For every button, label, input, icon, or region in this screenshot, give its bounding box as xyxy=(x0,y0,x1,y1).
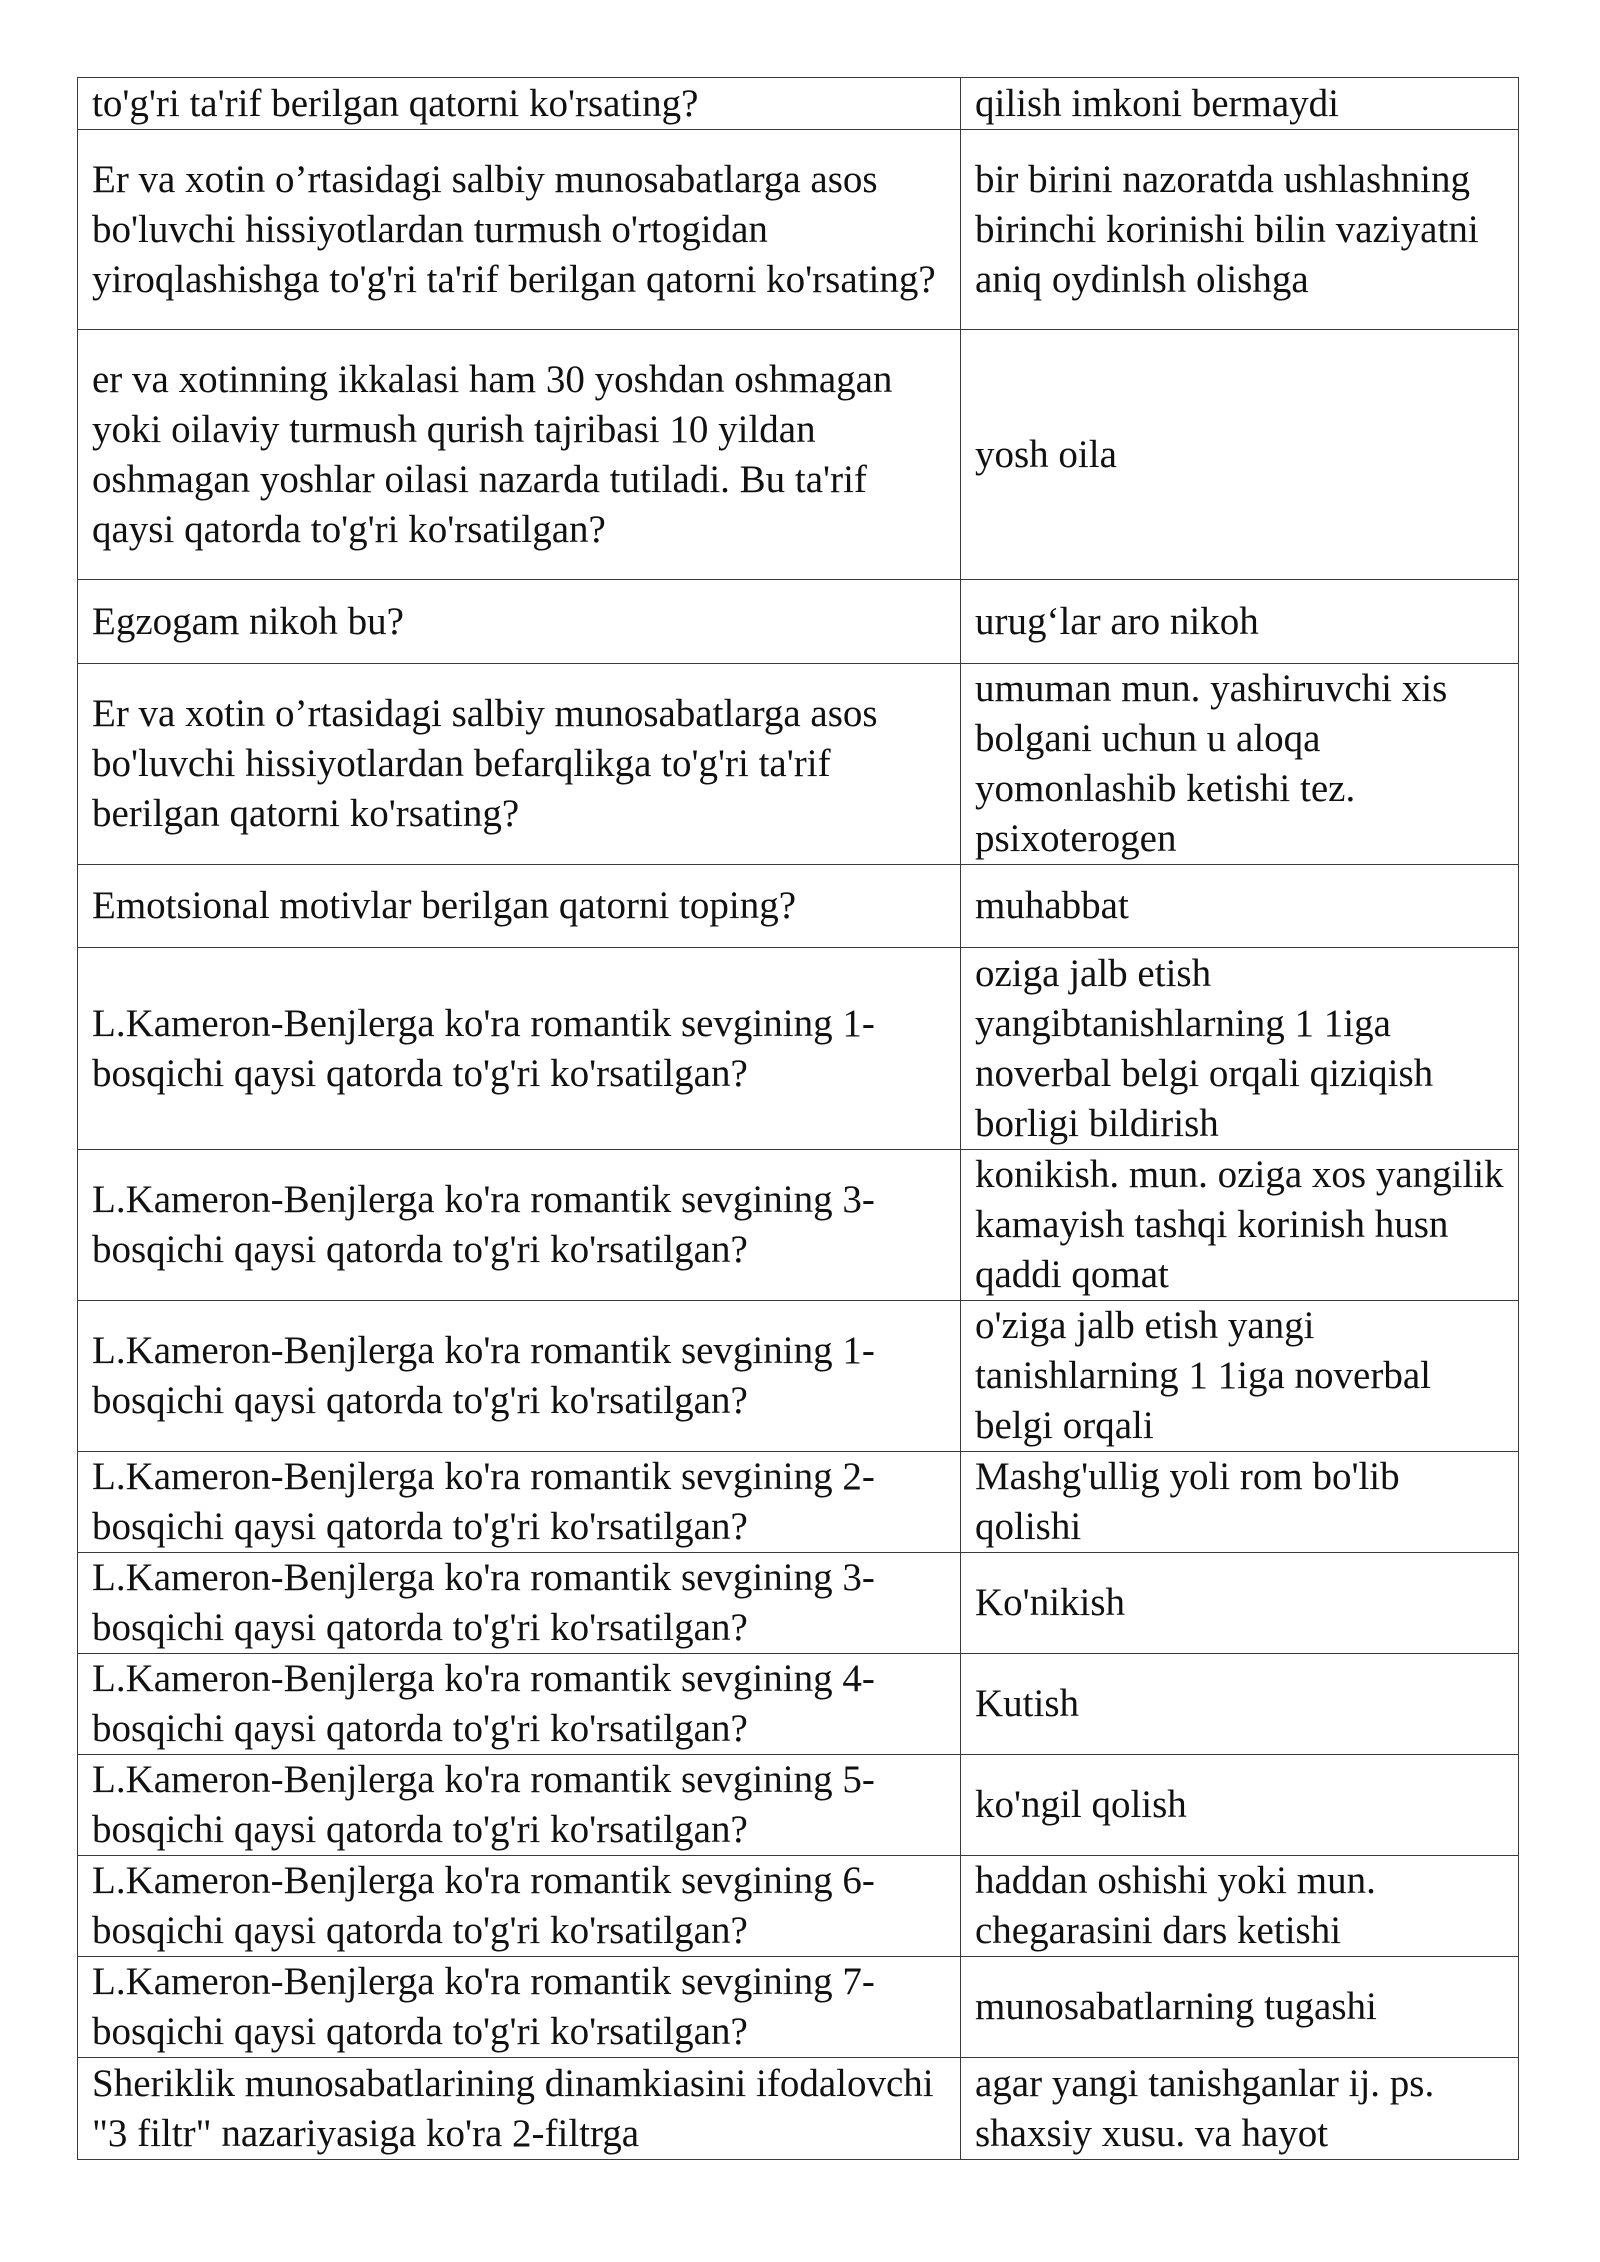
question-cell: L.Kameron-Benjlerga ko'ra romantik sevgining 2-bosqichi qaysi qatorda to'g'ri ko'rsatilgan? xyxy=(78,1452,961,1553)
question-cell: Er va xotin o’rtasidagi salbiy munosabatlarga asos bo'luvchi hissiyotlardan befarqlikga to'g'ri ta'rif berilgan qatorni ko'rsating? xyxy=(78,664,961,865)
answer-cell: Mashg'ullig yoli rom bo'lib qolishi xyxy=(961,1452,1519,1553)
answer-cell: urug‘lar aro nikoh xyxy=(961,580,1519,664)
question-cell: Emotsional motivlar berilgan qatorni toping? xyxy=(78,865,961,948)
question-cell: Egzogam nikoh bu? xyxy=(78,580,961,664)
table-row xyxy=(78,1957,1519,2058)
answer-cell: konikish. mun. oziga xos yangilik kamayish tashqi korinish husn qaddi qomat xyxy=(961,1150,1519,1301)
answer-cell: Kutish xyxy=(961,1654,1519,1755)
answer-cell: yosh oila xyxy=(961,330,1519,580)
answer-cell: haddan oshishi yoki mun. chegarasini dars ketishi xyxy=(961,1856,1519,1957)
table-row xyxy=(78,130,1519,330)
question-cell: L.Kameron-Benjlerga ko'ra romantik sevgining 7-bosqichi qaysi qatorda to'g'ri ko'rsatilgan? xyxy=(78,1957,961,2058)
table-row xyxy=(78,1452,1519,1553)
table-row xyxy=(78,78,1519,130)
table-row xyxy=(78,865,1519,948)
answer-cell: umuman mun. yashiruvchi xis bolgani uchun u aloqa yomonlashib ketishi tez. psixoterogen xyxy=(961,664,1519,865)
table-row xyxy=(78,1150,1519,1301)
answer-cell: ko'ngil qolish xyxy=(961,1755,1519,1856)
question-cell: Sheriklik munosabatlarining dinamkiasini ifodalovchi "3 filtr" nazariyasiga ko'ra 2-filtrga xyxy=(78,2058,961,2160)
answer-cell: bir birini nazoratda ushlashning birinchi korinishi bilin vaziyatni aniq oydinlsh olishga xyxy=(961,130,1519,330)
table-row xyxy=(78,948,1519,1150)
table-row xyxy=(78,1553,1519,1654)
table-row xyxy=(78,2058,1519,2160)
table-row xyxy=(78,580,1519,664)
qa-table xyxy=(77,77,1519,2160)
answer-cell: qilish imkoni bermaydi xyxy=(961,78,1519,130)
question-cell: L.Kameron-Benjlerga ko'ra romantik sevgining 4-bosqichi qaysi qatorda to'g'ri ko'rsatilgan? xyxy=(78,1654,961,1755)
table-row xyxy=(78,330,1519,580)
answer-cell: agar yangi tanishganlar ij. ps. shaxsiy xusu. va hayot xyxy=(961,2058,1519,2160)
qa-table-body xyxy=(78,78,1519,2160)
table-row xyxy=(78,664,1519,865)
table-row xyxy=(78,1755,1519,1856)
question-cell: L.Kameron-Benjlerga ko'ra romantik sevgining 3-bosqichi qaysi qatorda to'g'ri ko'rsatilgan? xyxy=(78,1553,961,1654)
answer-cell: muhabbat xyxy=(961,865,1519,948)
answer-cell: oziga jalb etish yangibtanishlarning 1 1iga noverbal belgi orqali qiziqish borligi bildirish xyxy=(961,948,1519,1150)
question-cell: L.Kameron-Benjlerga ko'ra romantik sevgining 1-bosqichi qaysi qatorda to'g'ri ko'rsatilgan? xyxy=(78,948,961,1150)
answer-cell: munosabatlarning tugashi xyxy=(961,1957,1519,2058)
table-row xyxy=(78,1301,1519,1452)
table-row xyxy=(78,1856,1519,1957)
question-cell: Er va xotin o’rtasidagi salbiy munosabatlarga asos bo'luvchi hissiyotlardan turmush o'rtogidan yiroqlashishga to'g'ri ta'rif berilgan qatorni ko'rsating? xyxy=(78,130,961,330)
question-cell: L.Kameron-Benjlerga ko'ra romantik sevgining 6-bosqichi qaysi qatorda to'g'ri ko'rsatilgan? xyxy=(78,1856,961,1957)
question-cell: L.Kameron-Benjlerga ko'ra romantik sevgining 5-bosqichi qaysi qatorda to'g'ri ko'rsatilgan? xyxy=(78,1755,961,1856)
answer-cell: Ko'nikish xyxy=(961,1553,1519,1654)
question-cell: er va xotinning ikkalasi ham 30 yoshdan oshmagan yoki oilaviy turmush qurish tajribasi 10 yildan oshmagan yoshlar oilasi nazarda tutiladi. Bu ta'rif qaysi qatorda to'g'ri ko'rsatilgan? xyxy=(78,330,961,580)
answer-cell: o'ziga jalb etish yangi tanishlarning 1 1iga noverbal belgi orqali xyxy=(961,1301,1519,1452)
question-cell: L.Kameron-Benjlerga ko'ra romantik sevgining 1-bosqichi qaysi qatorda to'g'ri ko'rsatilgan? xyxy=(78,1301,961,1452)
question-cell: to'g'ri ta'rif berilgan qatorni ko'rsating? xyxy=(78,78,961,130)
question-cell: L.Kameron-Benjlerga ko'ra romantik sevgining 3-bosqichi qaysi qatorda to'g'ri ko'rsatilgan? xyxy=(78,1150,961,1301)
table-row xyxy=(78,1654,1519,1755)
